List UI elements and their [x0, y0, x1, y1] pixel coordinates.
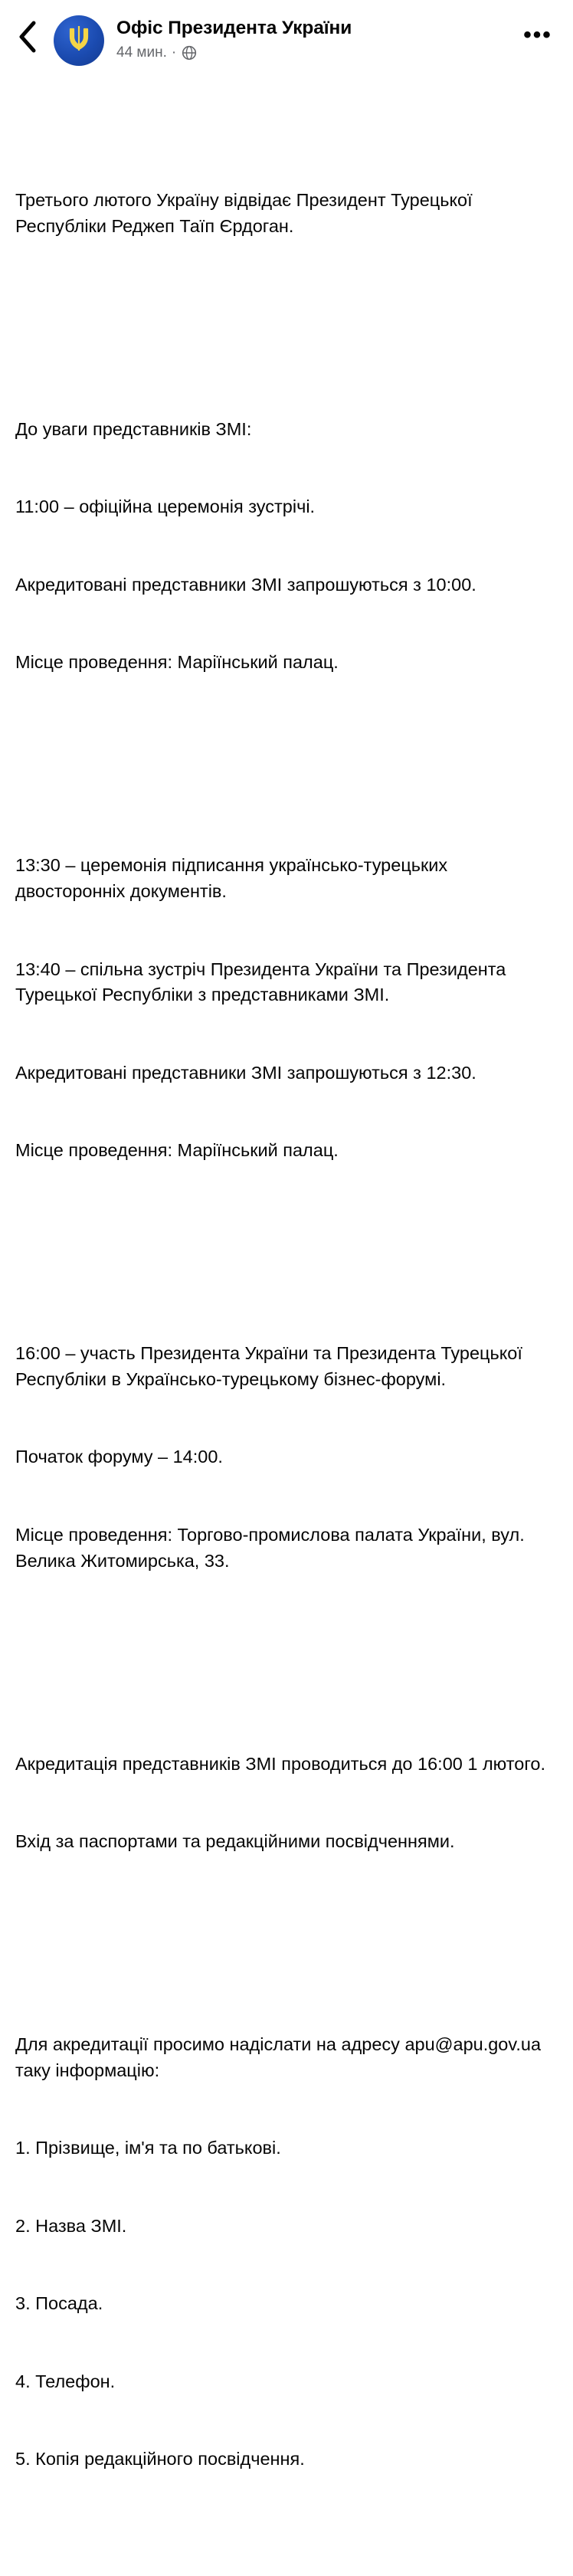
post-timestamp[interactable]: 44 мин.: [116, 44, 167, 61]
post-line: 11:00 – офіційна церемонія зустрічі.: [15, 497, 316, 517]
post-line: 2. Назва ЗМІ.: [15, 2215, 127, 2236]
post-line: Для акредитації просимо надіслати на адресу apu@apu.gov.ua таку інформацію:: [15, 2034, 546, 2080]
post-line: Вхід за паспортами та редакційними посвідченнями.: [15, 1831, 455, 1851]
avatar[interactable]: [54, 15, 104, 66]
post-line: 3. Посада.: [15, 2293, 103, 2314]
chevron-left-icon: [18, 21, 38, 53]
post-line: Початок форуму – 14:00.: [15, 1447, 223, 1467]
trident-emblem-icon: [67, 25, 90, 57]
post-paragraph: [15, 801, 559, 1216]
more-options-button[interactable]: [516, 18, 559, 52]
post-body: [0, 84, 573, 2576]
post-line: Місце проведення: Маріїнський палац.: [15, 1140, 339, 1161]
post-paragraph: [15, 1980, 559, 2524]
post-paragraph: [15, 1699, 559, 1907]
globe-icon: [182, 45, 197, 61]
post-line: До уваги представників ЗМІ:: [15, 418, 252, 439]
post-line: Місце проведення: Торгово-промислова палата України, вул. Велика Житомирська, 33.: [15, 1524, 530, 1571]
post-line: Акредитовані представники ЗМІ запрошуються з 10:00.: [15, 574, 476, 595]
post-paragraph: [15, 136, 559, 292]
post-line: Акредитовані представники ЗМІ запрошуються з 12:30.: [15, 1062, 476, 1083]
post-line: 4. Телефон.: [15, 2371, 116, 2391]
post-meta: [116, 44, 516, 61]
header-text-block: [116, 14, 516, 61]
post-paragraph: [15, 365, 559, 728]
post-line: 13:40 – спільна зустріч Президента України та Президента Турецької Республіки з представниками ЗМІ.: [15, 959, 511, 1005]
post-line: 13:30 – церемонія підписання українсько-турецьких двосторонніх документів.: [15, 855, 453, 902]
meta-separator: ·: [171, 44, 177, 61]
post-line: 1. Прізвище, ім'я та по батькові.: [15, 2138, 281, 2158]
post-line: Акредитація представників ЗМІ проводиться до 16:00 1 лютого.: [15, 1753, 546, 1774]
post-line: 16:00 – участь Президента України та Президента Турецької Республіки в Українсько-турецькому бізнес-форумі.: [15, 1343, 528, 1389]
post-line: Третього лютого Україну відвідає Президент Турецької Республіки Реджеп Таїп Єрдоган.: [15, 190, 478, 237]
post-header: [0, 0, 573, 84]
page-title[interactable]: Офіс Президента України: [116, 18, 352, 38]
post-line: Місце проведення: Маріїнський палац.: [15, 652, 339, 673]
post-paragraph: [15, 1289, 559, 1626]
more-options-icon: •••: [523, 22, 552, 48]
back-button[interactable]: [9, 14, 46, 60]
post-line: 5. Копія редакційного посвідчення.: [15, 2449, 305, 2469]
